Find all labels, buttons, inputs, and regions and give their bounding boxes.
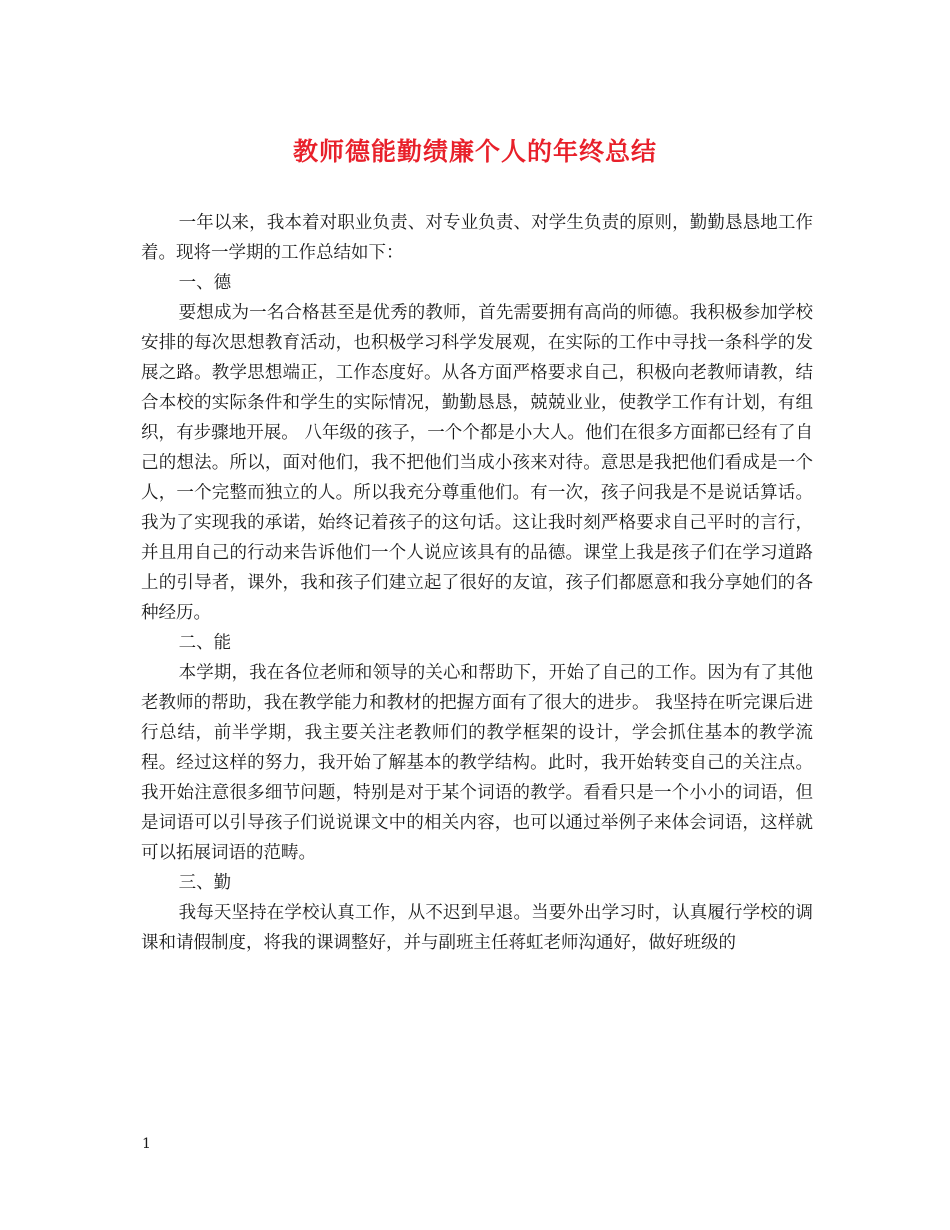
document-title: 教师德能勤绩廉个人的年终总结 — [292, 137, 657, 166]
paragraph-qin: 我每天坚持在学校认真工作，从不迟到早退。当要外出学习时，认真履行学校的调课和请假制度，将我的课调整好，并与副班主任蒋虹老师沟通好，做好班级的 — [141, 903, 813, 953]
paragraph-neng: 本学期，我在各位老师和领导的关心和帮助下，开始了自己的工作。因为有了其他老教师的帮助，我在教学能力和教材的把握方面有了很大的进步。 我坚持在听完课后进行总结，前半学期，我主要关注老教师们的教学框架的设计，学会抓住基本的教学流程。经过这样的努力，我开始了解基本的教学结构。此时，我开始转变自己的关注点。我开始注意很多细节问题，特别是对于某个词语的教学。看看只是一个小小的词语，但是词语可以引导孩子们说说课文中的相关内容，也可以通过举例子来体会词语，这样就可以拓展词语的范畴。 — [141, 663, 813, 863]
section-heading-neng: 二、能 — [178, 633, 232, 653]
paragraph-de: 要想成为一名合格甚至是优秀的教师，首先需要拥有高尚的师德。我积极参加学校安排的每次思想教育活动，也积极学习科学发展观，在实际的工作中寻找一条科学的发展之路。教学思想端正，工作态度好。从各方面严格要求自己，积极向老教师请教，结合本校的实际条件和学生的实际情况，勤勤恳恳，兢兢业业，使教学工作有计划，有组织，有步骤地开展。 八年级的孩子，一个个都是小大人。他们在很多方面都已经有了自己的想法。所以，面对他们，我不把他们当成小孩来对待。意思是我把他们看成是一个人，一个完整而独立的人。所以我充分尊重他们。有一次，孩子问我是不是说话算话。我为了实现我的承诺，始终记着孩子的这句话。这让我时刻严格要求自己平时的言行，并且用自己的行动来告诉他们一个人说应该具有的品德。课堂上我是孩子们在学习道路上的引导者，课外，我和孩子们建立起了很好的友谊，孩子们都愿意和我分享她们的各种经历。 — [141, 303, 813, 623]
page-number: 1 — [142, 1136, 151, 1152]
section-heading-qin: 三、勤 — [178, 873, 232, 893]
intro-paragraph: 一年以来，我本着对职业负责、对专业负责、对学生负责的原则，勤勤恳恳地工作着。现将一学期的工作总结如下： — [141, 213, 813, 263]
document-body — [141, 208, 813, 958]
section-heading-de: 一、德 — [178, 273, 232, 293]
